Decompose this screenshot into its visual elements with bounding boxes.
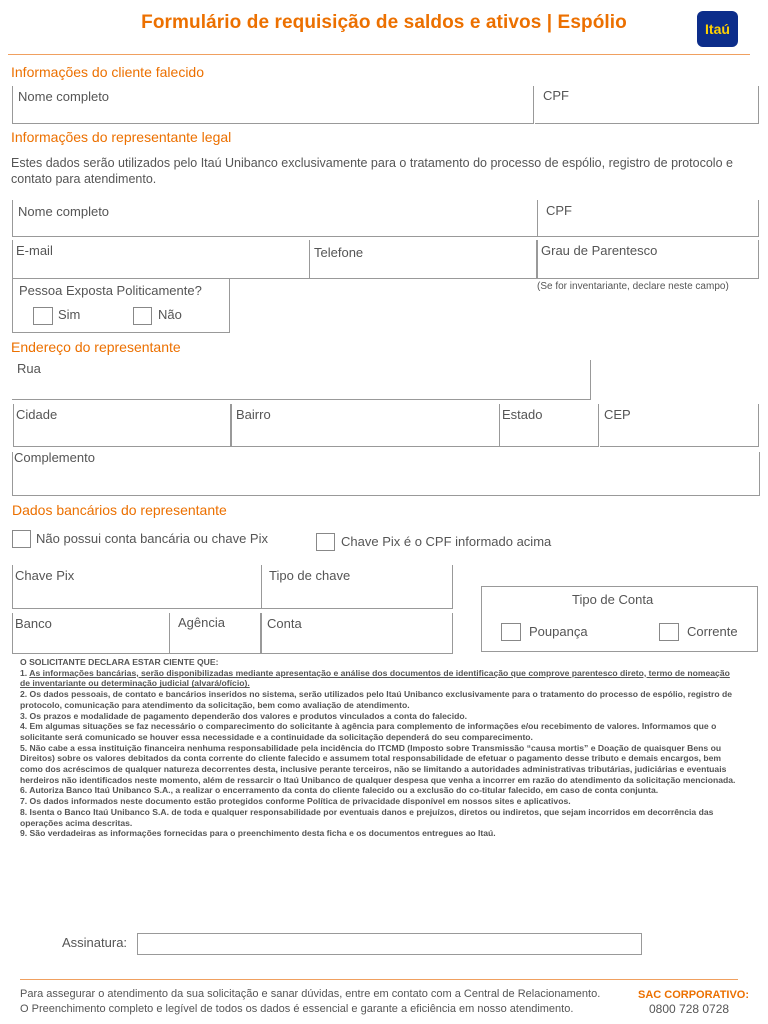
no-account-checkbox[interactable]	[12, 530, 31, 548]
representative-intro-text: Estes dados serão utilizados pelo Itaú Unibanco exclusivamente para o tratamento do processo de espólio, registro de protocolo e contato para atendimento.	[11, 156, 733, 186]
declaration-block	[20, 657, 738, 839]
deceased-cpf-label: CPF	[543, 88, 569, 103]
rep-kinship-field[interactable]	[537, 240, 759, 279]
agency-label: Agência	[178, 615, 225, 630]
zip-label: CEP	[604, 407, 631, 422]
form-title: Formulário de requisição de saldos e ativos | Espólio	[141, 12, 627, 33]
declaration-item-5: 5. Não cabe a essa instituição financeira nenhuma responsabilidade pela incidência do ITCMD (Imposto sobre Transmissão “causa mortis” e Doação de quaisquer Bens ou Direitos) sobre os valores debitados da conta corrente do cliente falecido e assumem total responsabilidade de efetuar o pagamento desse tributo e demais encargos, bem como dos acréscimos de qualquer natureza decorrentes desta, inclusive perante terceiros, não se limitando a autoridades administrativas tributárias, judiciárias e eventuais herdeiros não identificados neste momento, além de ressarcir o Itaú Unibanco de qualquer despesa que venha a incorrer em razão do atendimento da solicitação mencionada.	[20, 742, 736, 785]
section-representative-title: Informações do representante legal	[11, 129, 232, 145]
rep-phone-label: Telefone	[314, 245, 364, 260]
bank-field[interactable]	[12, 613, 170, 654]
savings-checkbox[interactable]	[501, 623, 521, 641]
declaration-item-2: 2. Os dados pessoais, de contato e bancários inseridos no sistema, serão utilizados pelo Itaú Unibanco exclusivamente para o tratamento do processo de espólio, registro de protocolo, comunicação para atendimento da solicitação, bem como avaliação de atendimento.	[20, 689, 733, 710]
state-label: Estado	[502, 407, 543, 422]
declaration-item-1-text: As informações bancárias, serão disponibilizadas mediante apresentação e análise dos documentos de identificação que comprove parentesco direto, termo de nomeação de inventariante ou determinação judicial (alvará/ofício).	[20, 667, 730, 689]
rep-kinship-label: Grau de Parentesco	[541, 243, 658, 258]
deceased-name-field[interactable]	[12, 86, 534, 124]
pep-question: Pessoa Exposta Politicamente?	[19, 283, 202, 298]
signature-field[interactable]	[137, 933, 642, 955]
no-account-label: Não possui conta bancária ou chave Pix	[36, 531, 268, 546]
sac-number: 0800 728 0728	[649, 1002, 730, 1016]
pix-key-label: Chave Pix	[15, 568, 75, 583]
declaration-item-6: 6. Autoriza Banco Itaú Unibanco S.A., a realizar o encerramento da conta do cliente falecido ou a exclusão do co-titular falecido, em caso de conta conjunta.	[20, 785, 659, 796]
rep-cpf-field[interactable]	[538, 200, 759, 237]
bank-label: Banco	[15, 616, 52, 631]
district-label: Bairro	[236, 407, 271, 422]
itau-logo: Itaú	[697, 11, 738, 47]
declaration-item-4: 4. Em algumas situações se faz necessário o comparecimento do solicitante à agência para complemento de informações e/ou recebimento de valores. Informamos que o solicitante será comunicado se houver essa necessidade e a continuidade da solicitação dependerá do seu comparecimento.	[20, 721, 717, 742]
section-bank-title: Dados bancários do representante	[12, 502, 227, 518]
declaration-item-1-number: 1.	[20, 667, 30, 678]
footer-divider	[20, 979, 738, 980]
state-field[interactable]	[500, 404, 599, 447]
pix-key-field[interactable]	[12, 565, 262, 609]
declaration-heading: O SOLICITANTE DECLARA ESTAR CIENTE QUE:	[20, 657, 219, 667]
pix-is-cpf-checkbox[interactable]	[316, 533, 335, 551]
sac-title: SAC CORPORATIVO:	[638, 989, 750, 1001]
checking-checkbox[interactable]	[659, 623, 679, 641]
footer-line-1: Para assegurar o atendimento da sua solicitação e sanar dúvidas, entre em contato com a Central de Relacionamento.	[20, 988, 601, 1000]
pep-no-label: Não	[158, 307, 182, 322]
signature-label: Assinatura:	[62, 935, 128, 950]
deceased-name-label: Nome completo	[18, 89, 110, 104]
deceased-cpf-field[interactable]	[535, 86, 759, 124]
key-type-field[interactable]	[261, 565, 453, 609]
city-field[interactable]	[13, 404, 231, 447]
zip-field[interactable]	[600, 404, 759, 447]
rep-kinship-hint: (Se for inventariante, declare neste campo)	[537, 281, 729, 292]
rep-email-field[interactable]	[12, 240, 310, 279]
account-type-label: Tipo de Conta	[572, 592, 654, 607]
pep-yes-label: Sim	[58, 307, 81, 322]
header-divider	[8, 54, 750, 55]
agency-field[interactable]	[170, 613, 261, 654]
checking-label: Corrente	[687, 624, 738, 639]
declaration-item-7: 7. Os dados informados neste documento estão protegidos conforme Política de privacidade disponível em nossos sites e aplicativos.	[20, 796, 571, 807]
pep-yes-checkbox[interactable]	[33, 307, 53, 325]
footer-text	[20, 987, 640, 1017]
key-type-label: Tipo de chave	[269, 568, 351, 583]
rep-email-label: E-mail	[16, 243, 53, 258]
account-label: Conta	[267, 616, 302, 631]
footer-line-2: O Preenchimento completo e legível de todos os dados é essencial e garante a eficiência em nosso atendimento.	[20, 1003, 574, 1015]
declaration-item-8: 8. Isenta o Banco Itaú Unibanco S.A. de toda e qualquer responsabilidade por eventuais danos e prejuízos, diretos ou indiretos, que sejam incorridos em decorrência das operações acima descritas.	[20, 806, 714, 828]
complement-label: Complemento	[14, 450, 95, 465]
rep-name-field[interactable]	[12, 200, 538, 237]
district-field[interactable]	[231, 404, 500, 447]
complement-field[interactable]	[12, 452, 760, 496]
street-label: Rua	[17, 361, 41, 376]
declaration-item-1	[20, 668, 738, 689]
city-label: Cidade	[16, 407, 58, 422]
savings-label: Poupança	[529, 624, 588, 639]
section-address-title: Endereço do representante	[11, 339, 181, 355]
rep-phone-field[interactable]	[310, 240, 537, 279]
pep-no-checkbox[interactable]	[133, 307, 152, 325]
section-deceased-title: Informações do cliente falecido	[11, 64, 204, 80]
rep-cpf-label: CPF	[546, 203, 572, 218]
pix-is-cpf-label: Chave Pix é o CPF informado acima	[341, 534, 552, 549]
rep-name-label: Nome completo	[18, 204, 110, 219]
account-field[interactable]	[261, 613, 453, 654]
declaration-item-9: 9. São verdadeiras as informações fornecidas para o preenchimento desta ficha e os documentos entregues ao Itaú.	[20, 828, 496, 839]
declaration-item-3: 3. Os prazos e modalidade de pagamento dependerão dos valores e produtos vinculados a conta do falecido.	[20, 710, 467, 721]
street-field[interactable]	[12, 360, 591, 400]
